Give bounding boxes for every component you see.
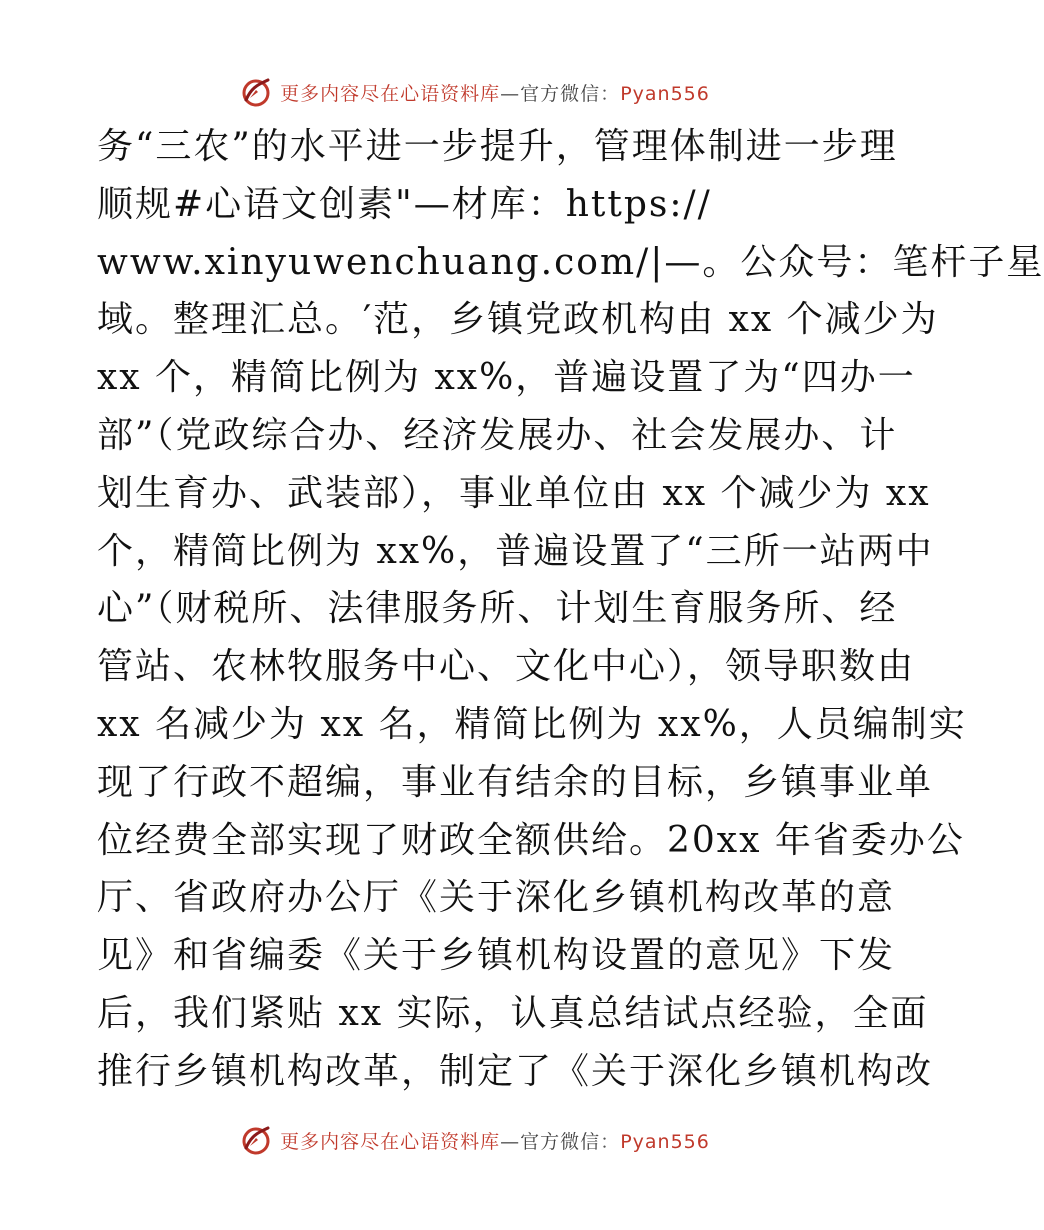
body-line: 见》和省编委《关于乡镇机构设置的意见》下发 <box>97 935 896 977</box>
footer-wechat-id: Pyan556 <box>620 1130 710 1153</box>
footer-banner <box>0 1120 950 1160</box>
header-wechat-id: Pyan556 <box>620 82 710 105</box>
body-line: 心”（财税所、法律服务所、计划生育服务所、经 <box>97 588 898 630</box>
body-line: xx 个，精简比例为 xx%，普遍设置了为“四办一 <box>97 357 916 399</box>
pen-swirl-logo-icon <box>240 1124 272 1156</box>
body-line: 顺规#心语文创素"—材库：https:// <box>97 183 712 225</box>
header-separator: ： <box>600 82 621 105</box>
body-line: 后，我们紧贴 xx 实际，认真总结试点经验，全面 <box>97 992 929 1034</box>
body-line: 务“三农”的水平进一步提升，管理体制进一步理 <box>97 126 898 167</box>
footer-banner-text <box>280 1127 710 1154</box>
pen-swirl-logo-icon <box>240 76 272 108</box>
footer-brand: 更多内容尽在心语资料库 <box>280 1130 501 1153</box>
document-body <box>97 118 1044 1101</box>
body-line: 推行乡镇机构改革，制定了《关于深化乡镇机构改 <box>97 1050 934 1092</box>
body-line: xx 名减少为 xx 名，精简比例为 xx%，人员编制实 <box>97 703 967 745</box>
header-brand: 更多内容尽在心语资料库 <box>280 82 501 105</box>
header-wechat-label: 官方微信 <box>520 82 601 105</box>
body-line: 划生育办、武装部），事业单位由 xx 个减少为 xx <box>97 472 931 514</box>
body-line: 域。整理汇总。′范，乡镇党政机构由 xx 个减少为 <box>97 299 939 341</box>
footer-dash: — <box>500 1130 521 1153</box>
footer-wechat-label: 官方微信 <box>520 1130 601 1153</box>
header-banner-text <box>280 79 710 106</box>
header-dash: — <box>500 82 521 105</box>
body-line: 位经费全部实现了财政全额供给。20xx 年省委办公 <box>97 819 965 861</box>
body-line: 现了行政不超编，事业有结余的目标，乡镇事业单 <box>97 761 934 803</box>
body-line: 个，精简比例为 xx%，普遍设置了“三所一站两中 <box>97 530 934 572</box>
body-line: 厅、省政府办公厅《关于深化乡镇机构改革的意 <box>97 877 896 919</box>
body-line: 管站、农林牧服务中心、文化中心），领导职数由 <box>97 646 916 688</box>
body-line: 部”（党政综合办、经济发展办、社会发展办、计 <box>97 414 898 456</box>
footer-separator: ： <box>600 1130 621 1153</box>
header-banner <box>0 72 950 112</box>
body-line: www.xinyuwenchuang.com/|—。公众号：笔杆子星 <box>97 241 1044 283</box>
